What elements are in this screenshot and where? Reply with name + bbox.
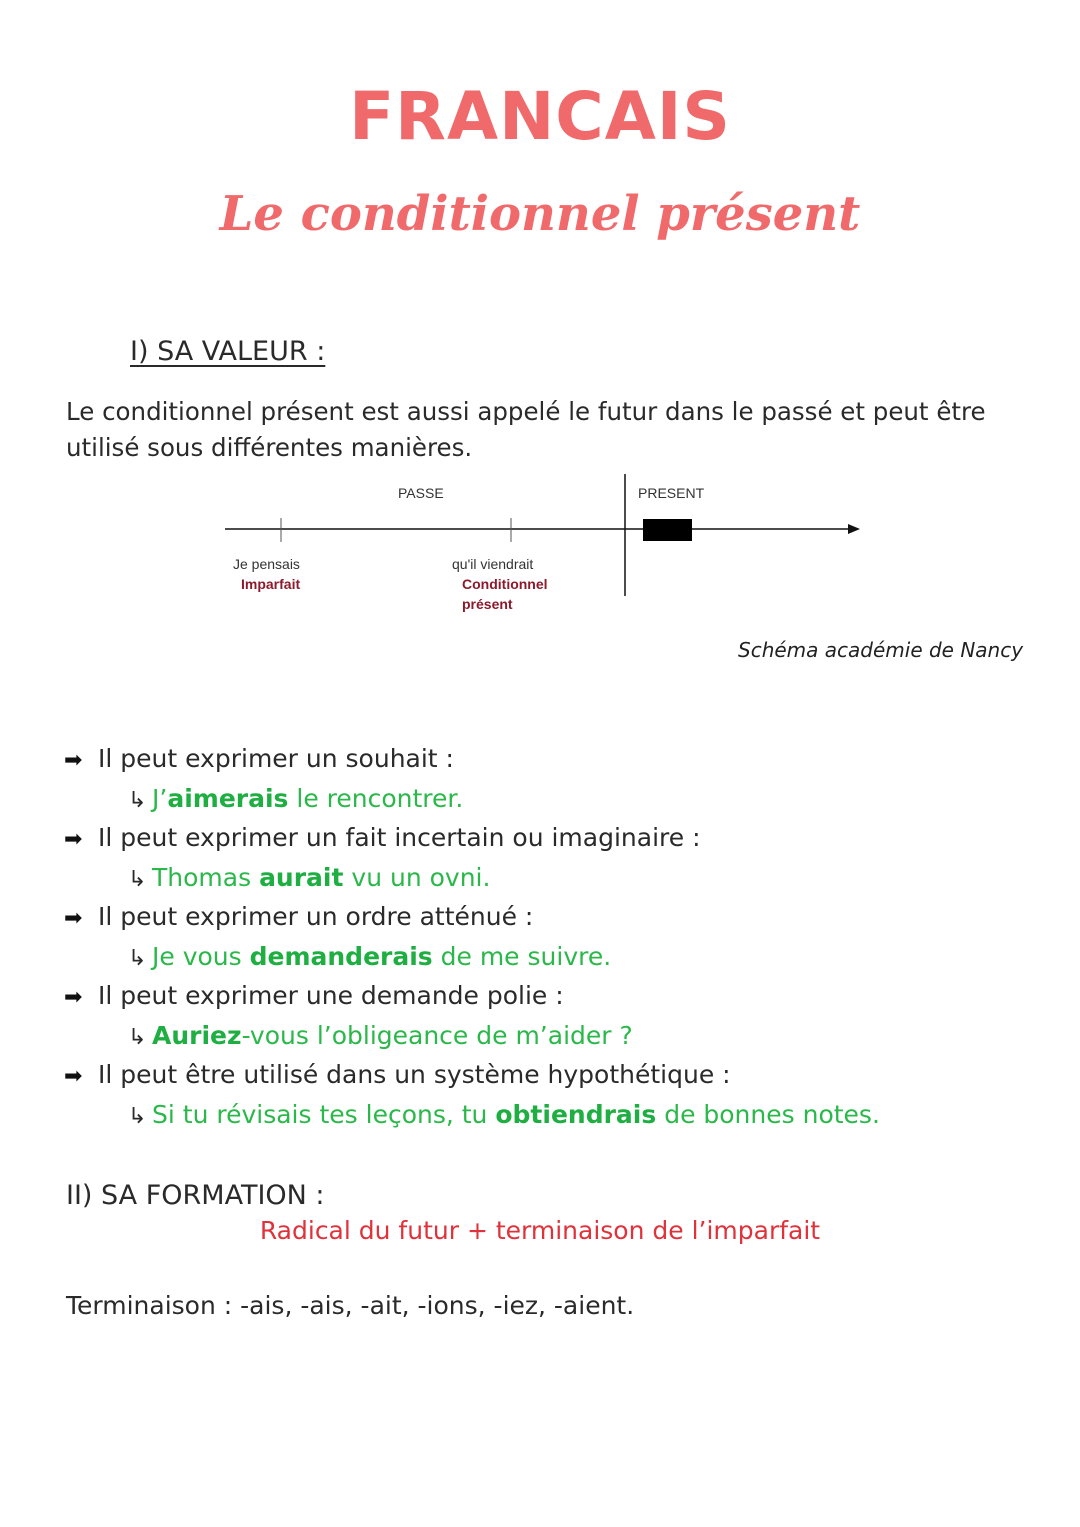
example-after: -vous l’obligeance de m’aider ? — [241, 1020, 633, 1050]
hook-arrow-icon: ↳ — [128, 787, 147, 813]
use-text: Il peut exprimer un ordre atténué : — [98, 902, 534, 931]
example-verb: aimerais — [167, 783, 289, 813]
example-verb: demanderais — [249, 941, 433, 971]
formation-formula: Radical du futur + terminaison de l’imparfait — [259, 1216, 821, 1245]
marker-quil-viendrait: qu'il viendrait — [452, 556, 534, 572]
timeline-svg — [0, 472, 1080, 622]
timeline-arrowhead — [848, 524, 860, 534]
label-present: PRESENT — [638, 485, 705, 501]
list-item — [64, 977, 1044, 1056]
diagram-credit: Schéma académie de Nancy — [738, 638, 1024, 662]
example-after: de me suivre. — [432, 941, 612, 971]
example-verb: obtiendrais — [495, 1099, 657, 1129]
example-verb: aurait — [259, 862, 344, 892]
marker-imparfait: Imparfait — [241, 576, 301, 592]
example-before: J’ — [152, 783, 168, 813]
hook-arrow-icon: ↳ — [128, 1103, 147, 1129]
page-subtitle: Le conditionnel présent — [219, 186, 861, 242]
example-after: vu un ovni. — [343, 862, 491, 892]
marker-conditionnel: Conditionnel — [462, 576, 548, 592]
use-text: Il peut être utilisé dans un système hypothétique : — [98, 1060, 731, 1089]
list-item — [64, 819, 1044, 898]
intro-paragraph: Le conditionnel présent est aussi appelé le futur dans le passé et peut être utilisé sous différentes manières. — [66, 397, 986, 462]
example-before: Si tu révisais tes leçons, tu — [152, 1099, 496, 1129]
label-passe: PASSE — [398, 485, 444, 501]
hook-arrow-icon: ↳ — [128, 866, 147, 892]
list-item — [64, 898, 1044, 977]
arrow-right-icon: ➡ — [64, 1064, 83, 1089]
hook-arrow-icon: ↳ — [128, 1024, 147, 1050]
list-item — [64, 740, 1044, 819]
page-title: FRANCAIS — [349, 78, 731, 155]
section-heading-formation: II) SA FORMATION : — [66, 1180, 325, 1211]
present-block — [643, 519, 692, 541]
use-text: Il peut exprimer une demande polie : — [98, 981, 564, 1010]
arrow-right-icon: ➡ — [64, 748, 83, 773]
arrow-right-icon: ➡ — [64, 827, 83, 852]
example-before: Je vous — [152, 941, 250, 971]
endings-line: Terminaison : -ais, -ais, -ait, -ions, -iez, -aient. — [66, 1291, 635, 1320]
arrow-right-icon: ➡ — [64, 985, 83, 1010]
marker-present: présent — [462, 596, 513, 612]
section-heading-valeur: I) SA VALEUR : — [130, 336, 326, 367]
timeline-diagram — [0, 472, 1080, 622]
example-after: de bonnes notes. — [656, 1099, 880, 1129]
uses-list — [64, 740, 1044, 1135]
arrow-right-icon: ➡ — [64, 906, 83, 931]
example-verb: Auriez — [152, 1020, 242, 1050]
marker-je-pensais: Je pensais — [233, 556, 300, 572]
use-text: Il peut exprimer un souhait : — [98, 744, 454, 773]
example-after: le rencontrer. — [288, 783, 464, 813]
hook-arrow-icon: ↳ — [128, 945, 147, 971]
use-text: Il peut exprimer un fait incertain ou imaginaire : — [98, 823, 701, 852]
example-before: Thomas — [152, 862, 260, 892]
list-item — [64, 1056, 1044, 1135]
